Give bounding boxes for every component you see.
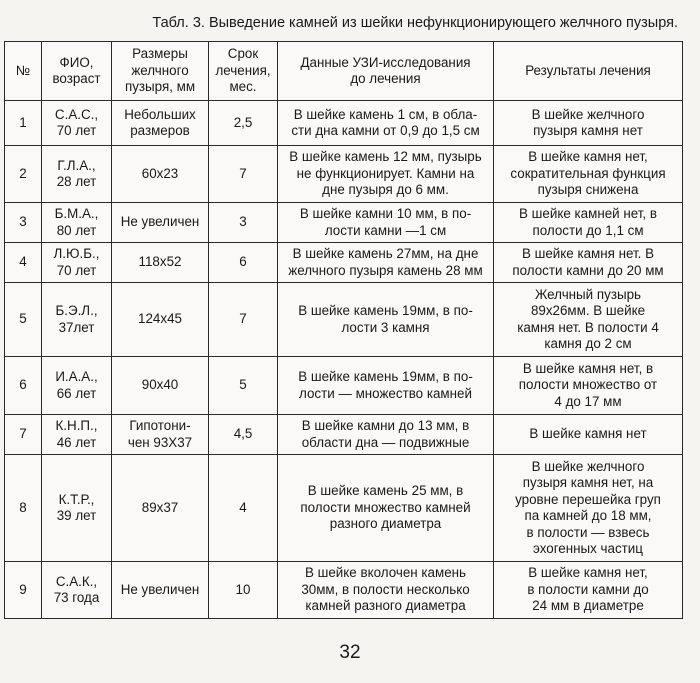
header-term: Срок лечения, мес. [209,42,278,101]
table-row [5,203,683,243]
cell-result: В шейке камня нет, в полости камни до 24 мм в диаметре [494,562,683,619]
cell-fio: Л.Ю.Б., 70 лет [42,243,112,283]
table-row [5,357,683,415]
table-header-row [5,42,683,101]
cell-fio: С.А.К., 73 года [42,562,112,619]
header-result: Результаты лечения [494,42,683,101]
cell-result: В шейке камня нет, сократительная функция пузыря снижена [494,146,683,203]
cell-result: Желчный пузырь 89х26мм. В шейке камня нет. В полости 4 камня до 2 см [494,283,683,357]
cell-num: 7 [5,415,42,455]
cell-fio: Б.М.А., 80 лет [42,203,112,243]
cell-term: 3 [209,203,278,243]
cell-uzi: В шейке камень 27мм, на дне желчного пузыря камень 28 мм [278,243,494,283]
table-row [5,562,683,619]
cell-fio: К.Н.П., 46 лет [42,415,112,455]
cell-result: В шейке камней нет, в полости до 1,1 см [494,203,683,243]
cell-size: 124х45 [112,283,209,357]
cell-size: 60х23 [112,146,209,203]
cell-term: 5 [209,357,278,415]
results-table [4,41,683,619]
cell-result: В шейке камня нет, в полости множество от 4 до 17 мм [494,357,683,415]
table-row [5,243,683,283]
cell-uzi: В шейке камень 25 мм, в полости множество камней разного диаметра [278,455,494,562]
cell-uzi: В шейке камни до 13 мм, в области дна — подвижные [278,415,494,455]
header-fio: ФИО, возраст [42,42,112,101]
cell-term: 7 [209,146,278,203]
cell-size: Небольших размеров [112,101,209,146]
cell-term: 7 [209,283,278,357]
cell-fio: Г.Л.А., 28 лет [42,146,112,203]
table-row [5,101,683,146]
cell-fio: С.А.С., 70 лет [42,101,112,146]
cell-result: В шейке желчного пузыря камня нет, на уровне перешейка груп па камней до 18 мм, в полости — взвесь эхогенных частиц [494,455,683,562]
cell-term: 4 [209,455,278,562]
cell-fio: Б.Э.Л., 37лет [42,283,112,357]
header-size: Размеры желчного пузыря, мм [112,42,209,101]
table-row [5,146,683,203]
cell-size: 89х37 [112,455,209,562]
cell-num: 8 [5,455,42,562]
cell-num: 3 [5,203,42,243]
cell-uzi: В шейке камень 12 мм, пузырь не функционирует. Камни на дне пузыря до 6 мм. [278,146,494,203]
cell-num: 5 [5,283,42,357]
table-row [5,415,683,455]
cell-uzi: В шейке камень 1 см, в обла- сти дна камни от 0,9 до 1,5 см [278,101,494,146]
header-num: № [5,42,42,101]
cell-num: 9 [5,562,42,619]
cell-term: 4,5 [209,415,278,455]
page-number: 32 [339,642,361,663]
cell-num: 2 [5,146,42,203]
table-row [5,283,683,357]
cell-size: 90х40 [112,357,209,415]
cell-fio: К.Т.Р., 39 лет [42,455,112,562]
cell-size: Гипотони- чен 93Х37 [112,415,209,455]
cell-size: Не увеличен [112,203,209,243]
cell-uzi: В шейке камень 19мм, в по- лости 3 камня [278,283,494,357]
cell-result: В шейке камня нет [494,415,683,455]
cell-term: 2,5 [209,101,278,146]
cell-result: В шейке камня нет. В полости камни до 20 мм [494,243,683,283]
cell-term: 6 [209,243,278,283]
cell-size: Не увеличен [112,562,209,619]
cell-result: В шейке желчного пузыря камня нет [494,101,683,146]
table-caption: Табл. 3. Выведение камней из шейки нефункционирующего желчного пузыря. [152,15,678,31]
cell-size: 118х52 [112,243,209,283]
cell-uzi: В шейке камни 10 мм, в по- лости камни —1 см [278,203,494,243]
cell-num: 6 [5,357,42,415]
cell-num: 4 [5,243,42,283]
header-uzi: Данные УЗИ-исследования до лечения [278,42,494,101]
cell-num: 1 [5,101,42,146]
table-row [5,455,683,562]
cell-uzi: В шейке вколочен камень 30мм, в полости несколько камней разного диаметра [278,562,494,619]
cell-fio: И.А.А., 66 лет [42,357,112,415]
cell-uzi: В шейке камень 19мм, в по- лости — множество камней [278,357,494,415]
cell-term: 10 [209,562,278,619]
